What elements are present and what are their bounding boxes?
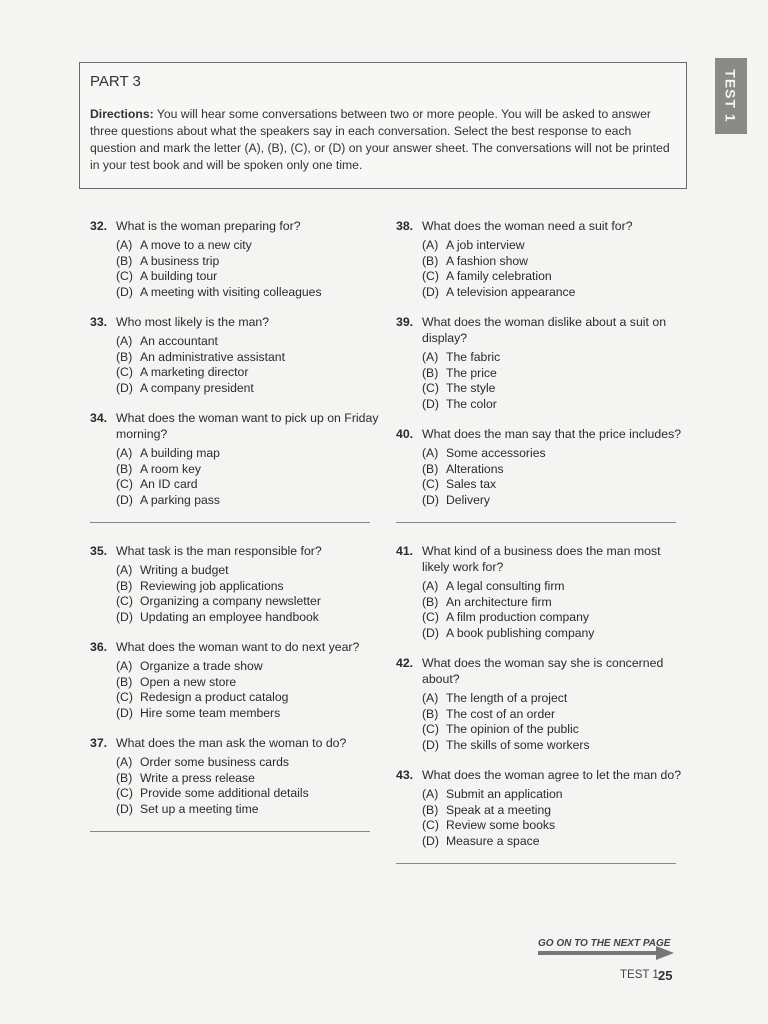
- option-letter: (B): [116, 770, 133, 785]
- answer-option[interactable]: [422, 477, 686, 493]
- option-letter: (C): [116, 365, 133, 379]
- option-text: A meeting with visiting colleagues: [140, 284, 322, 299]
- question-number: 41.: [396, 544, 414, 558]
- option-text: Submit an application: [446, 787, 563, 801]
- option-letter: (A): [116, 238, 133, 252]
- answer-option[interactable]: [116, 254, 380, 270]
- option-letter: (B): [422, 253, 439, 268]
- answer-option[interactable]: [116, 446, 380, 462]
- option-letter: (A): [422, 350, 439, 364]
- option-letter: (C): [116, 269, 133, 283]
- answer-option[interactable]: [116, 269, 380, 285]
- option-text: Open a new store: [140, 674, 237, 689]
- question-text: What does the man ask the woman to do?: [116, 736, 347, 750]
- option-letter: (A): [422, 238, 439, 252]
- option-text: An accountant: [140, 334, 218, 348]
- directions-text: You will hear some conversations between two or more people. You will be asked to answer three questions about what the speakers say in each conversation. Select the best response to each question and mark the letter (A), (B), (C), or (D) on your answer sheet. The conversations will not be printed in your test book and will be spoken only one time.: [90, 107, 670, 172]
- option-letter: (C): [422, 269, 439, 283]
- test-label: TEST 1: [620, 969, 659, 981]
- option-letter: (C): [116, 786, 133, 800]
- option-text: A business trip: [140, 253, 220, 268]
- question-number: 35.: [90, 544, 108, 558]
- question-42: [396, 655, 686, 753]
- question-text: What is the woman preparing for?: [116, 219, 301, 233]
- part-title: PART 3: [90, 73, 141, 90]
- option-letter: (A): [116, 563, 133, 577]
- option-text: An ID card: [140, 477, 198, 491]
- question-number: 36.: [90, 640, 108, 654]
- option-text: The style: [446, 381, 496, 395]
- question-number: 42.: [396, 656, 414, 670]
- answer-option[interactable]: [116, 365, 380, 381]
- option-letter: (C): [422, 722, 439, 736]
- answer-option[interactable]: [116, 690, 380, 706]
- option-letter: (A): [116, 659, 133, 673]
- next-page-label: GO ON TO THE NEXT PAGE: [538, 938, 671, 949]
- option-text: The price: [446, 365, 497, 380]
- option-letter: (C): [422, 818, 439, 832]
- option-text: Writing a budget: [140, 563, 229, 577]
- section-divider: [396, 522, 676, 523]
- question-number: 38.: [396, 219, 414, 233]
- option-text: The opinion of the public: [446, 722, 579, 736]
- question-number: 34.: [90, 411, 108, 425]
- option-letter: (C): [116, 477, 133, 491]
- section-divider: [396, 863, 676, 864]
- option-text: A room key: [140, 461, 201, 476]
- option-letter: (B): [116, 253, 133, 268]
- option-letter: (B): [116, 578, 133, 593]
- answer-option[interactable]: [116, 493, 380, 509]
- directions-box: [79, 62, 687, 189]
- question-34: [90, 410, 380, 508]
- left-question-column: [90, 218, 380, 852]
- answer-option[interactable]: [422, 397, 686, 413]
- option-text: Hire some team members: [140, 705, 281, 720]
- answer-option[interactable]: [422, 610, 686, 626]
- answer-option[interactable]: [422, 818, 686, 834]
- question-43: [396, 767, 686, 849]
- question-text: What does the woman want to do next year?: [116, 640, 360, 654]
- question-32: [90, 218, 380, 300]
- answer-option[interactable]: [116, 659, 380, 675]
- option-text: Set up a meeting time: [140, 801, 259, 816]
- answer-option[interactable]: [116, 238, 380, 254]
- answer-option[interactable]: [116, 477, 380, 493]
- question-number: 37.: [90, 736, 108, 750]
- answer-option[interactable]: [422, 381, 686, 397]
- option-text: A fashion show: [446, 253, 528, 268]
- option-text: Organizing a company newsletter: [140, 594, 321, 608]
- option-text: An administrative assistant: [140, 349, 285, 364]
- answer-option[interactable]: [116, 350, 380, 366]
- option-text: Redesign a product catalog: [140, 690, 289, 704]
- option-text: Speak at a meeting: [446, 802, 552, 817]
- answer-option[interactable]: [422, 738, 686, 754]
- question-39: [396, 314, 686, 412]
- answer-option[interactable]: [116, 285, 380, 301]
- question-number: 33.: [90, 315, 108, 329]
- answer-option[interactable]: [116, 563, 380, 579]
- answer-option[interactable]: [422, 707, 686, 723]
- option-text: Order some business cards: [140, 755, 290, 769]
- option-text: Write a press release: [140, 770, 255, 785]
- question-36: [90, 639, 380, 721]
- option-letter: (A): [422, 446, 439, 460]
- option-letter: (B): [422, 706, 439, 721]
- option-text: A television appearance: [446, 284, 576, 299]
- option-letter: (B): [422, 594, 439, 609]
- question-text: What does the man say that the price includes?: [422, 427, 682, 441]
- answer-option[interactable]: [116, 334, 380, 350]
- answer-option[interactable]: [422, 803, 686, 819]
- option-letter: (D): [116, 609, 133, 624]
- option-text: A book publishing company: [446, 625, 595, 640]
- question-38: [396, 218, 686, 300]
- option-letter: (B): [116, 461, 133, 476]
- option-letter: (C): [116, 690, 133, 704]
- option-text: The cost of an order: [446, 706, 556, 721]
- option-text: Review some books: [446, 818, 556, 832]
- option-text: The color: [446, 396, 497, 411]
- option-letter: (C): [422, 610, 439, 624]
- option-text: A marketing director: [140, 365, 249, 379]
- question-40: [396, 426, 686, 508]
- question-text: What does the woman agree to let the man do?: [422, 768, 682, 782]
- option-letter: (B): [422, 461, 439, 476]
- directions-label: Directions:: [90, 107, 154, 121]
- answer-option[interactable]: [422, 595, 686, 611]
- option-text: Reviewing job applications: [140, 578, 284, 593]
- question-text: What task is the man responsible for?: [116, 544, 322, 558]
- answer-option[interactable]: [116, 675, 380, 691]
- question-37: [90, 735, 380, 817]
- answer-option[interactable]: [116, 802, 380, 818]
- arrow-right-icon: [538, 951, 658, 955]
- option-text: Sales tax: [446, 477, 497, 491]
- option-text: An architecture firm: [446, 594, 552, 609]
- answer-option[interactable]: [116, 462, 380, 478]
- test-side-tab: [715, 58, 747, 134]
- answer-option[interactable]: [422, 834, 686, 850]
- option-letter: (D): [422, 396, 439, 411]
- question-number: 32.: [90, 219, 108, 233]
- answer-option[interactable]: [116, 786, 380, 802]
- option-letter: (D): [422, 737, 439, 752]
- option-letter: (A): [422, 691, 439, 705]
- option-text: The skills of some workers: [446, 737, 590, 752]
- answer-option[interactable]: [422, 366, 686, 382]
- option-letter: (C): [116, 594, 133, 608]
- option-letter: (C): [422, 381, 439, 395]
- question-text: What does the woman want to pick up on Friday morning?: [116, 411, 379, 441]
- option-letter: (A): [422, 579, 439, 593]
- directions-paragraph: [90, 106, 676, 174]
- page-number: 25: [658, 968, 673, 983]
- option-letter: (B): [116, 674, 133, 689]
- question-number: 39.: [396, 315, 414, 329]
- question-text: What does the woman need a suit for?: [422, 219, 633, 233]
- question-text: What kind of a business does the man most likely work for?: [422, 544, 661, 574]
- option-letter: (D): [422, 833, 439, 848]
- option-text: A family celebration: [446, 269, 552, 283]
- option-text: Delivery: [446, 492, 491, 507]
- answer-option[interactable]: [116, 579, 380, 595]
- arrow-head-icon: [656, 946, 674, 960]
- answer-option[interactable]: [422, 626, 686, 642]
- question-35: [90, 543, 380, 625]
- option-letter: (B): [116, 349, 133, 364]
- side-tab-label: TEST 1: [723, 69, 739, 123]
- option-text: Some accessories: [446, 446, 546, 460]
- answer-option[interactable]: [422, 350, 686, 366]
- option-text: A legal consulting firm: [446, 579, 565, 593]
- option-text: A building map: [140, 446, 220, 460]
- option-letter: (D): [116, 380, 133, 395]
- answer-option[interactable]: [422, 254, 686, 270]
- option-text: The fabric: [446, 350, 501, 364]
- option-letter: (B): [422, 802, 439, 817]
- option-text: A job interview: [446, 238, 525, 252]
- answer-option[interactable]: [422, 446, 686, 462]
- question-text: What does the woman say she is concerned about?: [422, 656, 664, 686]
- question-text: Who most likely is the man?: [116, 315, 270, 329]
- option-text: Measure a space: [446, 833, 540, 848]
- answer-option[interactable]: [422, 691, 686, 707]
- option-letter: (A): [422, 787, 439, 801]
- answer-option[interactable]: [422, 238, 686, 254]
- answer-option[interactable]: [422, 269, 686, 285]
- question-number: 43.: [396, 768, 414, 782]
- answer-option[interactable]: [422, 722, 686, 738]
- option-text: A film production company: [446, 610, 589, 624]
- option-letter: (A): [116, 334, 133, 348]
- option-letter: (C): [422, 477, 439, 491]
- option-letter: (D): [116, 492, 133, 507]
- answer-option[interactable]: [422, 579, 686, 595]
- answer-option[interactable]: [422, 493, 686, 509]
- option-text: A move to a new city: [140, 238, 252, 252]
- option-letter: (D): [422, 492, 439, 507]
- option-text: A building tour: [140, 269, 218, 283]
- option-text: The length of a project: [446, 691, 568, 705]
- option-text: Alterations: [446, 461, 504, 476]
- answer-option[interactable]: [116, 594, 380, 610]
- question-text: What does the woman dislike about a suit on display?: [422, 315, 667, 345]
- question-33: [90, 314, 380, 396]
- question-41: [396, 543, 686, 641]
- option-letter: (A): [116, 755, 133, 769]
- question-number: 40.: [396, 427, 414, 441]
- answer-option[interactable]: [422, 285, 686, 301]
- option-letter: (B): [422, 365, 439, 380]
- answer-option[interactable]: [116, 381, 380, 397]
- option-text: A company president: [140, 380, 254, 395]
- answer-option[interactable]: [422, 787, 686, 803]
- option-text: Organize a trade show: [140, 659, 263, 673]
- section-divider: [90, 831, 370, 832]
- option-letter: (A): [116, 446, 133, 460]
- section-divider: [90, 522, 370, 523]
- answer-option[interactable]: [116, 610, 380, 626]
- option-letter: (D): [422, 284, 439, 299]
- right-question-column: [396, 218, 686, 884]
- option-text: Provide some additional details: [140, 786, 309, 800]
- answer-option[interactable]: [116, 755, 380, 771]
- answer-option[interactable]: [116, 771, 380, 787]
- option-text: A parking pass: [140, 492, 220, 507]
- option-letter: (D): [116, 284, 133, 299]
- answer-option[interactable]: [116, 706, 380, 722]
- option-letter: (D): [422, 625, 439, 640]
- option-letter: (D): [116, 705, 133, 720]
- option-text: Updating an employee handbook: [140, 609, 319, 624]
- answer-option[interactable]: [422, 462, 686, 478]
- option-letter: (D): [116, 801, 133, 816]
